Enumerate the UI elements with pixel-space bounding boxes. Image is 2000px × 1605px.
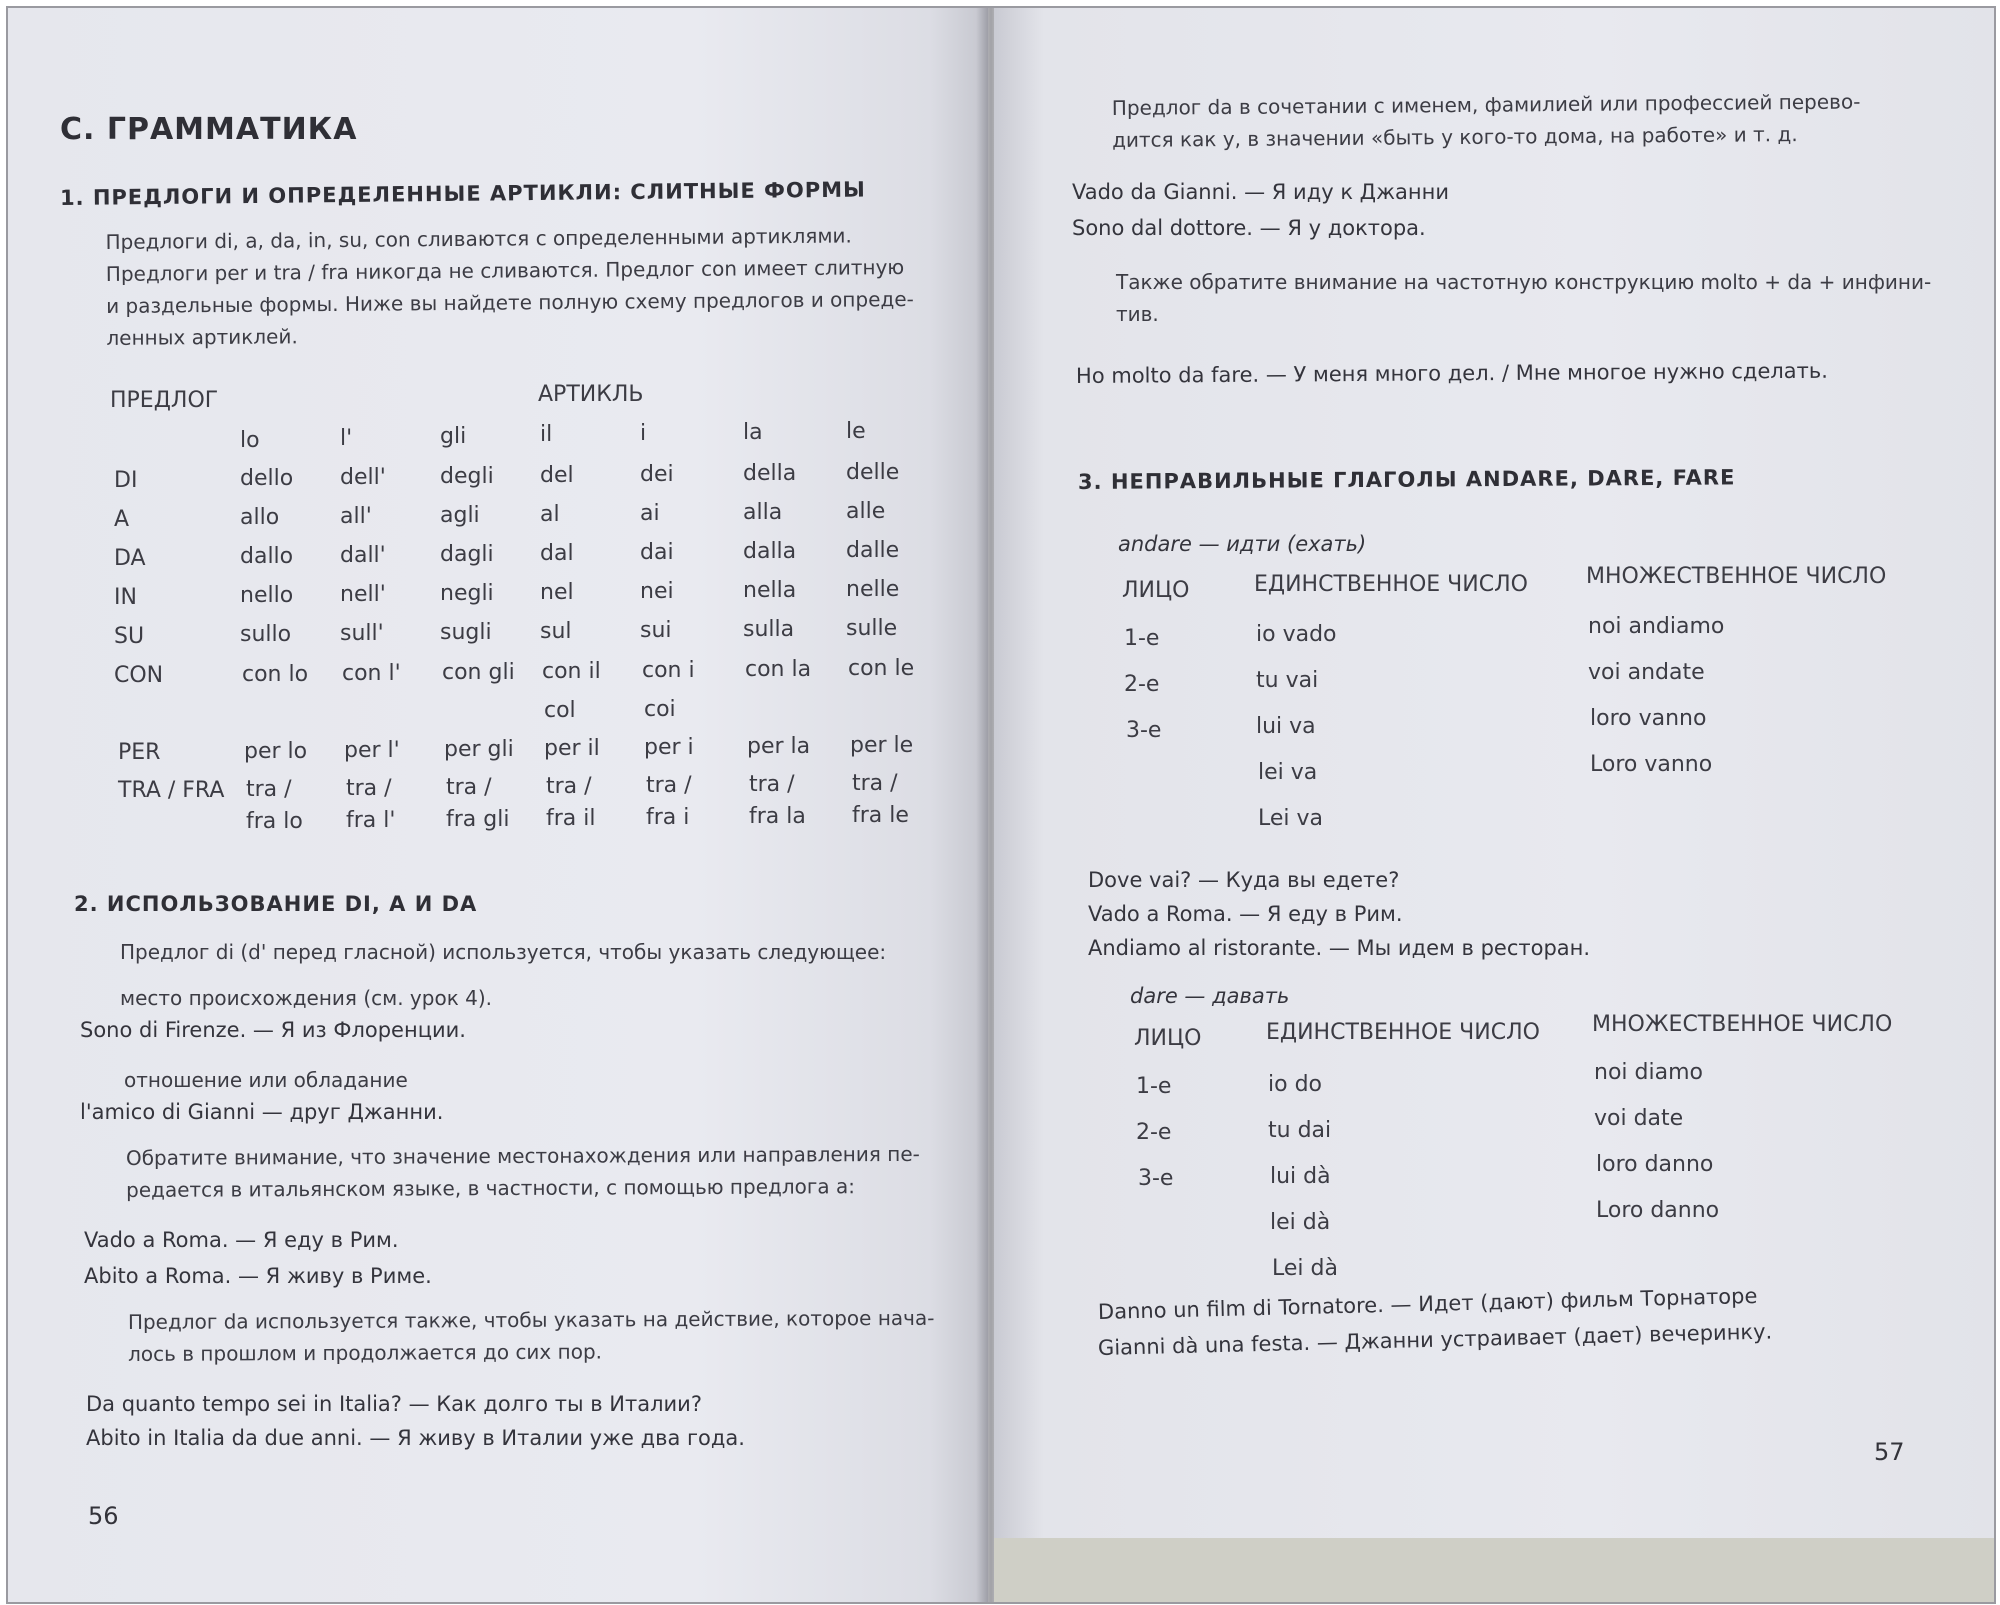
table-cell: al	[540, 502, 560, 527]
table-cell: per gli	[444, 737, 514, 762]
table-cell: fra lo	[246, 809, 303, 834]
book-spread	[6, 6, 1996, 1604]
chapter-title: C. ГРАММАТИКА	[60, 112, 358, 147]
table-cell: della	[743, 461, 797, 486]
singular-form: lui va	[1256, 714, 1316, 739]
row-preposition: DI	[114, 468, 138, 493]
article-table	[8, 8, 988, 848]
plural-form: noi diamo	[1594, 1060, 1703, 1085]
row-preposition: DA	[114, 546, 146, 571]
table-cell: tra /	[246, 777, 292, 802]
table-cell: sull'	[340, 621, 384, 646]
example-sentence: Gianni dà una festa. — Джанни устраивает (дает) вечеринку.	[1097, 1319, 1773, 1360]
paragraph-line: ленных артиклей.	[106, 324, 298, 350]
table-cell: alla	[743, 500, 783, 525]
paragraph-line: Обратите внимание, что значение местонахождения или направления пе-	[125, 1141, 920, 1170]
table-cell: negli	[440, 581, 494, 606]
person-label: 1-е	[1136, 1074, 1172, 1099]
table-header-preposition: ПРЕДЛОГ	[110, 388, 219, 413]
table-cell: fra l'	[346, 808, 396, 833]
article-header: i	[640, 421, 647, 446]
example-sentence: Vado da Gianni. — Я иду к Джанни	[1072, 180, 1449, 204]
paragraph-line: Предлог da используется также, чтобы указать на действие, которое нача-	[127, 1305, 935, 1334]
table-cell: dell'	[340, 465, 386, 490]
intro-paragraph	[1112, 85, 1861, 156]
table-cell: fra le	[852, 803, 909, 828]
table-cell: fra gli	[446, 807, 510, 832]
article-header: lo	[240, 428, 260, 453]
singular-form: io vado	[1256, 622, 1337, 647]
singular-form: io do	[1268, 1072, 1322, 1097]
row-preposition: CON	[114, 663, 164, 688]
column-header-plural: МНОЖЕСТВЕННОЕ ЧИСЛО	[1586, 564, 1887, 589]
table-cell: con le	[848, 656, 915, 681]
table-cell: nello	[240, 583, 294, 608]
paragraph-line: Предлоги di, a, da, in, su, con сливаются с определенными артиклями.	[105, 223, 852, 255]
table-cell: per le	[850, 733, 914, 758]
person-label: 2-е	[1136, 1120, 1172, 1145]
table-cell: col	[544, 698, 576, 723]
paragraph-line: лось в прошлом и продолжается до сих пор.	[128, 1339, 603, 1366]
article-header: gli	[440, 424, 467, 449]
example-sentence: Vado a Roma. — Я еду в Рим.	[84, 1228, 399, 1252]
singular-form: tu dai	[1268, 1118, 1332, 1143]
column-header-person: ЛИЦО	[1134, 1026, 1202, 1051]
table-cell: delle	[846, 460, 900, 485]
row-preposition: PER	[118, 740, 161, 765]
table-cell: sugli	[440, 620, 492, 645]
table-cell: sulle	[846, 616, 898, 641]
section-2-note-2	[128, 1302, 935, 1370]
table-cell: fra i	[646, 805, 690, 830]
table-surface	[994, 1538, 1994, 1602]
table-cell: sullo	[240, 622, 292, 647]
table-cell: per il	[544, 736, 600, 761]
singular-form: lei va	[1258, 760, 1318, 785]
table-cell: nelle	[846, 577, 900, 602]
right-page	[994, 8, 1994, 1602]
article-header: l'	[340, 426, 353, 451]
page-number: 56	[88, 1502, 119, 1530]
table-cell: allo	[240, 505, 280, 530]
table-cell: alle	[846, 499, 886, 524]
table-header-article: АРТИКЛЬ	[538, 382, 644, 407]
left-page	[8, 8, 988, 1602]
note-paragraph	[1116, 266, 1931, 330]
table-cell: nel	[540, 580, 574, 605]
plural-form: Loro vanno	[1590, 752, 1713, 777]
person-label: 2-е	[1124, 672, 1160, 697]
table-cell: nei	[640, 579, 674, 604]
paragraph-line: дится как у, в значении «быть у кого-то дома, на работе» и т. д.	[1112, 122, 1798, 152]
table-cell: con i	[642, 658, 695, 683]
table-cell: ai	[640, 501, 660, 526]
example-sentence: Sono di Firenze. — Я из Флоренции.	[80, 1018, 466, 1042]
person-label: 3-е	[1138, 1166, 1174, 1191]
table-cell: dalla	[743, 539, 797, 564]
plural-form: loro vanno	[1590, 706, 1707, 731]
example-sentence: Dove vai? — Куда вы едете?	[1088, 868, 1400, 892]
row-preposition: SU	[114, 624, 145, 649]
row-preposition: A	[114, 507, 130, 532]
table-cell: nell'	[340, 582, 386, 607]
table-cell: con la	[745, 657, 812, 682]
singular-form: Lei va	[1258, 806, 1324, 831]
table-cell: nella	[743, 578, 797, 603]
person-label: 1-е	[1124, 626, 1160, 651]
row-preposition: TRA / FRA	[118, 778, 225, 803]
verb-title-dare: dare — давать	[1130, 984, 1290, 1008]
example-sentence: Abito a Roma. — Я живу в Риме.	[84, 1264, 432, 1288]
table-cell: sulla	[743, 617, 795, 642]
example-sentence: Sono dal dottore. — Я у доктора.	[1072, 216, 1426, 240]
table-cell: con il	[542, 659, 601, 684]
table-cell: tra /	[546, 774, 592, 799]
example-sentence: Vado a Roma. — Я еду в Рим.	[1088, 902, 1403, 926]
table-cell: con lo	[242, 662, 309, 687]
section-1-heading: 1. ПРЕДЛОГИ И ОПРЕДЕЛЕННЫЕ АРТИКЛИ: СЛИТНЫЕ ФОРМЫ	[59, 177, 866, 210]
row-preposition: IN	[114, 585, 137, 610]
table-cell: dagli	[440, 542, 494, 567]
table-cell: con gli	[442, 660, 515, 685]
table-cell: fra il	[546, 806, 596, 831]
person-label: 3-е	[1126, 718, 1162, 743]
paragraph-line: и раздельные формы. Ниже вы найдете полную схему предлогов и опреде-	[106, 286, 914, 318]
example-sentence: Ho molto da fare. — У меня много дел. / Мне многое нужно сделать.	[1075, 358, 1828, 388]
plural-form: Loro danno	[1596, 1198, 1720, 1223]
singular-form: lei dà	[1270, 1210, 1331, 1235]
table-cell: con l'	[342, 661, 401, 686]
table-cell: tra /	[446, 775, 492, 800]
column-header-plural: МНОЖЕСТВЕННОЕ ЧИСЛО	[1592, 1012, 1893, 1037]
article-header: il	[540, 422, 553, 447]
table-cell: dallo	[240, 544, 294, 569]
plural-form: voi date	[1594, 1106, 1684, 1131]
table-cell: sui	[640, 618, 672, 643]
column-header-singular: ЕДИНСТВЕННОЕ ЧИСЛО	[1266, 1020, 1540, 1045]
table-cell: dai	[640, 540, 674, 565]
table-cell: coi	[644, 697, 676, 722]
table-cell: sul	[540, 619, 572, 644]
table-cell: per la	[747, 734, 811, 759]
table-cell: tra /	[346, 776, 392, 801]
example-sentence: Andiamo al ristorante. — Мы идем в ресторан.	[1088, 936, 1591, 960]
article-header: la	[743, 420, 763, 445]
plural-form: loro danno	[1596, 1152, 1714, 1177]
example-sentence: l'amico di Gianni — друг Джанни.	[80, 1100, 444, 1124]
example-sentence: Da quanto tempo sei in Italia? — Как долго ты в Италии?	[86, 1392, 702, 1416]
table-cell: per lo	[244, 739, 308, 764]
section-3-heading: 3. НЕПРАВИЛЬНЫЕ ГЛАГОЛЫ ANDARE, DARE, FARE	[1077, 465, 1736, 494]
table-cell: all'	[340, 504, 372, 529]
section-2-point-1: место происхождения (см. урок 4).	[120, 986, 493, 1010]
table-cell: tra /	[646, 773, 692, 798]
table-cell: dei	[640, 462, 674, 487]
table-cell: agli	[440, 503, 480, 528]
paragraph-line: тив.	[1116, 302, 1159, 326]
table-cell: dalle	[846, 538, 900, 563]
article-header: le	[846, 419, 866, 444]
section-2-intro: Предлог di (d' перед гласной) используется, чтобы указать следующее:	[120, 940, 887, 964]
singular-form: Lei dà	[1272, 1256, 1338, 1281]
table-cell: per i	[644, 735, 694, 760]
page-number: 57	[1874, 1438, 1905, 1466]
table-cell: dal	[540, 541, 574, 566]
plural-form: voi andate	[1588, 660, 1705, 685]
paragraph-line: Также обратите внимание на частотную конструкцию molto + da + инфини-	[1116, 270, 1932, 294]
table-cell: fra la	[749, 804, 806, 829]
plural-form: noi andiamo	[1588, 614, 1725, 639]
table-cell: degli	[440, 464, 494, 489]
table-cell: dello	[240, 466, 294, 491]
table-cell: per l'	[344, 738, 400, 763]
column-header-singular: ЕДИНСТВЕННОЕ ЧИСЛО	[1254, 572, 1528, 597]
column-header-person: ЛИЦО	[1122, 578, 1190, 603]
table-cell: del	[540, 463, 574, 488]
paragraph-line: редается в итальянском языке, в частности, с помощью предлога a:	[126, 1174, 855, 1202]
paragraph-line: Предлог da в сочетании с именем, фамилией или профессией перево-	[1111, 89, 1861, 121]
table-cell: tra /	[749, 772, 795, 797]
section-2-point-2: отношение или обладание	[124, 1068, 408, 1092]
example-sentence: Abito in Italia da due anni. — Я живу в Италии уже два года.	[86, 1426, 745, 1450]
verb-title-andare: andare — идти (ехать)	[1118, 532, 1367, 556]
table-cell: dall'	[340, 543, 386, 568]
paragraph-line: Предлоги per и tra / fra никогда не сливаются. Предлог con имеет слитную	[105, 255, 905, 287]
table-cell: tra /	[852, 771, 898, 796]
example-sentence: Danno un film di Tornatore. — Идет (дают) фильм Торнаторе	[1097, 1283, 1758, 1324]
section-2-heading: 2. ИСПОЛЬЗОВАНИЕ DI, A И DA	[74, 892, 478, 916]
singular-form: tu vai	[1256, 668, 1319, 693]
section-2-note-1	[126, 1138, 920, 1206]
singular-form: lui dà	[1270, 1164, 1331, 1189]
